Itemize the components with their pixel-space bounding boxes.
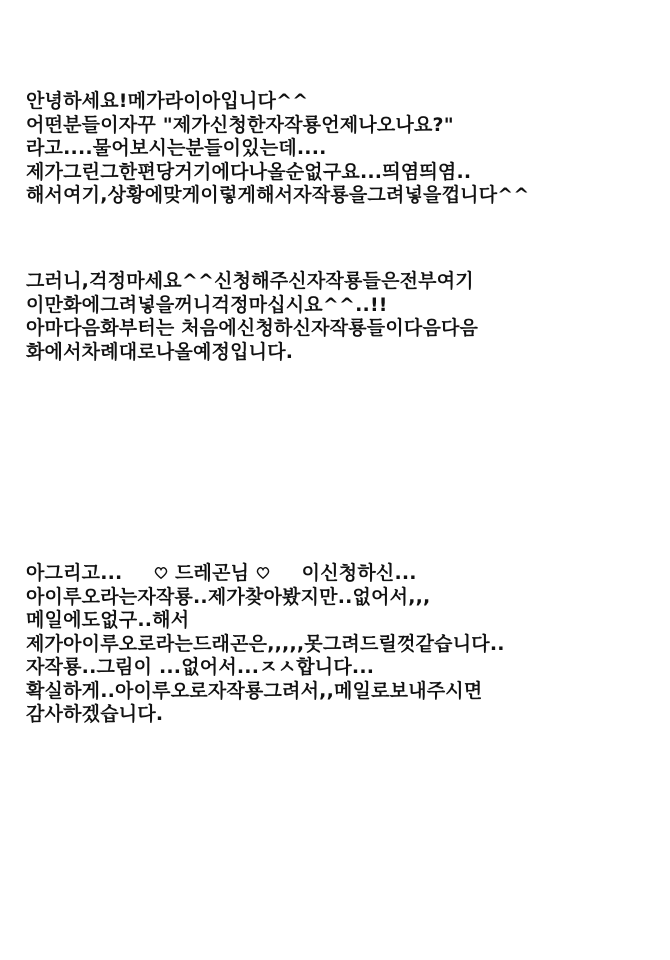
text-line: 자작룡..그림이 ...없어서...ㅈㅅ합니다... [26, 656, 375, 678]
heart-outline-icon [256, 566, 270, 580]
text-line-with-name [26, 562, 656, 586]
paragraph-request [26, 562, 656, 727]
requester-name: 드레곤님 [174, 562, 250, 584]
text-line: 화에서차례대로나올예정입니다. [26, 340, 294, 363]
paragraph-reassurance [26, 270, 656, 364]
text-segment: 이신청하신... [301, 562, 417, 584]
text-line: 어떤분들이자꾸 "제가신청한자작룡언제나오나요?" [26, 113, 454, 136]
text-line: 아마다음화부터는 처음에신청하신자작룡들이다음다음 [26, 317, 479, 339]
text-line: 이만화에그려넣을꺼니걱정마십시요^^..!! [26, 293, 388, 316]
text-line: 라고....물어보시는분들이있는데.... [26, 137, 327, 159]
heart-outline-icon [154, 566, 168, 580]
text-line: 제가그린그한편당거기에다나올순없구요...띄염띄염.. [26, 160, 472, 183]
text-segment: 아그리고... [26, 562, 123, 584]
text-line: 아이루오라는자작룡..제가찾아봤지만..없어서,,, [26, 585, 431, 608]
text-line: 메일에도없구..해서 [26, 609, 190, 631]
text-line: 확실하게..아이루오로자작룡그려서,,메일로보내주시면 [26, 679, 483, 702]
text-line: 안녕하세요!메가라이아입니다^^ [26, 90, 309, 112]
text-line: 감사하겠습니다. [26, 703, 164, 725]
text-line: 해서여기,상황에맞게이렇게해서자작룡을그려넣을껍니다^^ [26, 184, 530, 206]
paragraph-greeting [26, 90, 656, 208]
text-line: 제가아이루오로라는드래곤은,,,,,못그려드릴껏같습니다.. [26, 632, 505, 655]
text-line: 그러니,걱정마세요^^신청해주신자작룡들은전부여기 [26, 270, 474, 292]
